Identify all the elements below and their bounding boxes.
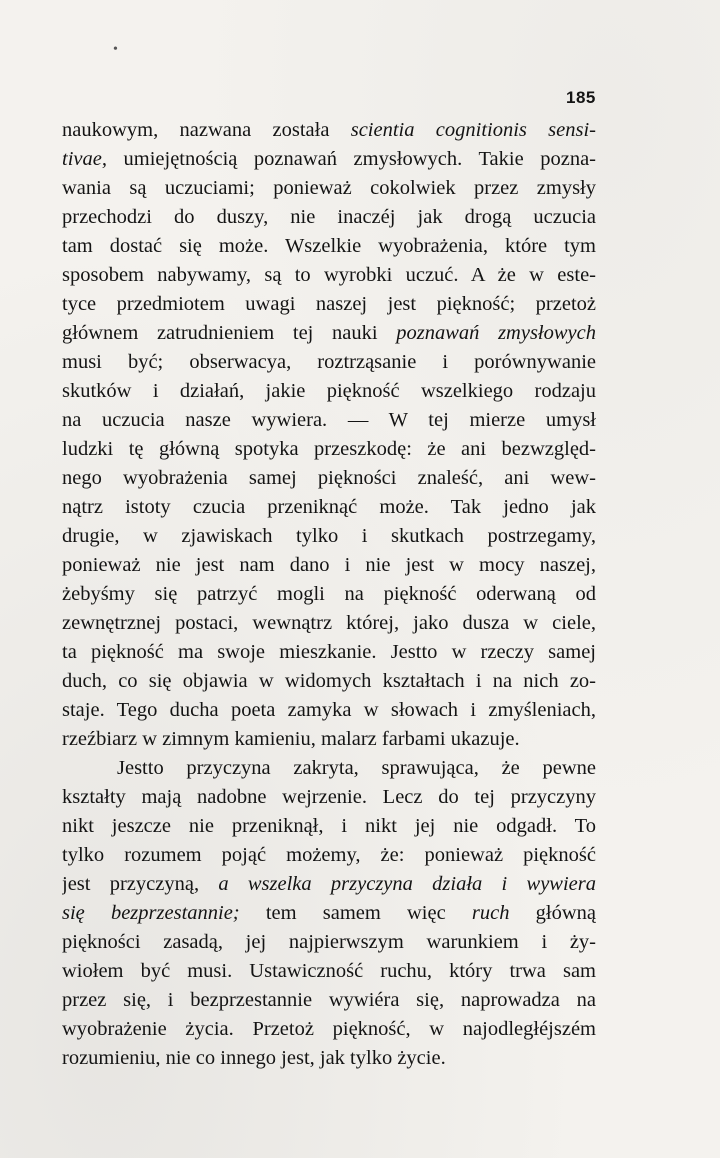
text-line [62,957,596,986]
text-segment: Jestto przyczyna zakryta, sprawująca, że pewne [117,757,596,779]
italic-text: poznawań zmysłowych [396,322,596,344]
text-line [62,609,596,638]
paragraph [62,754,596,1073]
text-segment: kształty mają nadobne wejrzenie. Lecz do tej przyczyny [62,786,596,808]
text-segment: rzeźbiarz w zimnym kamieniu, malarz farbami ukazuje. [62,728,520,750]
text-segment: tam dostać się może. Wszelkie wyobrażenia, które tym [62,235,596,257]
text-segment: rozumieniu, nie co innego jest, jak tylko życie. [62,1047,446,1069]
text-segment: musi być; obserwacya, roztrząsanie i porównywanie [62,351,596,373]
text-segment: ludzki tę główną spotyka przeszkodę: że ani bezwzględ- [62,438,596,460]
italic-text: tivae, [62,148,107,170]
text-segment: tylko rozumem pojąć możemy, że: ponieważ piękność [62,844,596,866]
text-segment: głównem zatrudnieniem tej nauki [62,322,397,344]
text-line [62,986,596,1015]
text-segment: wania są uczuciami; ponieważ cokolwiek przez zmysły [62,177,596,199]
italic-text: scientia cognitionis sensi- [350,119,596,141]
text-line [62,145,596,174]
text-line [62,522,596,551]
text-line [62,261,596,290]
text-segment: na uczucia nasze wywiera. — W tej mierze umysł [62,409,596,431]
text-segment: skutków i działań, jakie piękność wszelkiego rodzaju [62,380,596,402]
text-line [62,725,596,754]
text-line [62,580,596,609]
text-line [62,348,596,377]
text-line [62,1044,596,1073]
text-segment: tem samem więc [239,902,472,924]
text-line [62,841,596,870]
text-line [62,203,596,232]
text-line [62,116,596,145]
ink-mark: • [113,42,118,57]
text-segment: żebyśmy się patrzyć mogli na piękność oderwaną od [62,583,596,605]
text-segment: wyobrażenie życia. Przetoż piękność, w najodległéjszém [62,1018,596,1040]
text-segment: staje. Tego ducha poeta zamyka w słowach i zmyśleniach, [62,699,596,721]
italic-text: ruch [471,902,510,924]
text-line [62,899,596,928]
text-segment: sposobem nabywamy, są to wyrobki uczuć. A że w este- [62,264,596,286]
text-segment: przechodzi do duszy, nie inaczéj jak drogą uczucia [62,206,596,228]
text-line [62,290,596,319]
text-line [62,667,596,696]
text-segment: umiejętnością poznawań zmysłowych. Takie pozna- [106,148,596,170]
text-line [62,174,596,203]
text-line [62,754,596,783]
text-segment: nikt jeszcze nie przeniknął, i nikt jej nie odgadł. To [62,815,596,837]
italic-text: się bezprzestannie; [62,902,240,924]
text-segment: wiołem być musi. Ustawiczność ruchu, który trwa sam [62,960,596,982]
text-segment: ponieważ nie jest nam dano i nie jest w mocy naszej, [62,554,596,576]
page-number: 185 [566,88,596,107]
text-line [62,377,596,406]
text-segment: naukowym, nazwana została [62,119,351,141]
text-segment: przez się, i bezprzestannie wywiéra się, naprowadza na [62,989,596,1011]
text-line [62,928,596,957]
text-segment: główną [509,902,596,924]
text-line [62,551,596,580]
text-line [62,232,596,261]
text-line [62,1015,596,1044]
text-line [62,696,596,725]
text-line [62,406,596,435]
text-line [62,464,596,493]
text-segment: nątrz istoty czucia przeniknąć może. Tak jedno jak [62,496,596,518]
paragraph [62,116,596,754]
text-segment: jest przyczyną, [62,873,219,895]
text-segment: tyce przedmiotem uwagi naszej jest piękność; przetoż [62,293,596,315]
text-segment: drugie, w zjawiskach tylko i skutkach postrzegamy, [62,525,596,547]
text-line [62,783,596,812]
body-text [62,116,596,1073]
text-line [62,870,596,899]
text-segment: ta piękność ma swoje mieszkanie. Jestto w rzeczy samej [62,641,596,663]
text-line [62,638,596,667]
text-line [62,812,596,841]
text-segment: piękności zasadą, jej najpierwszym warunkiem i ży- [62,931,596,953]
text-line [62,493,596,522]
text-segment: zewnętrznej postaci, wewnątrz której, jako dusza w ciele, [62,612,596,634]
text-line [62,319,596,348]
text-segment: nego wyobrażenia samej piękności znaleść, ani wew- [62,467,596,489]
text-line [62,435,596,464]
text-segment: duch, co się objawia w widomych kształtach i na nich zo- [62,670,596,692]
italic-text: a wszelka przyczyna działa i wywiera [218,873,596,895]
